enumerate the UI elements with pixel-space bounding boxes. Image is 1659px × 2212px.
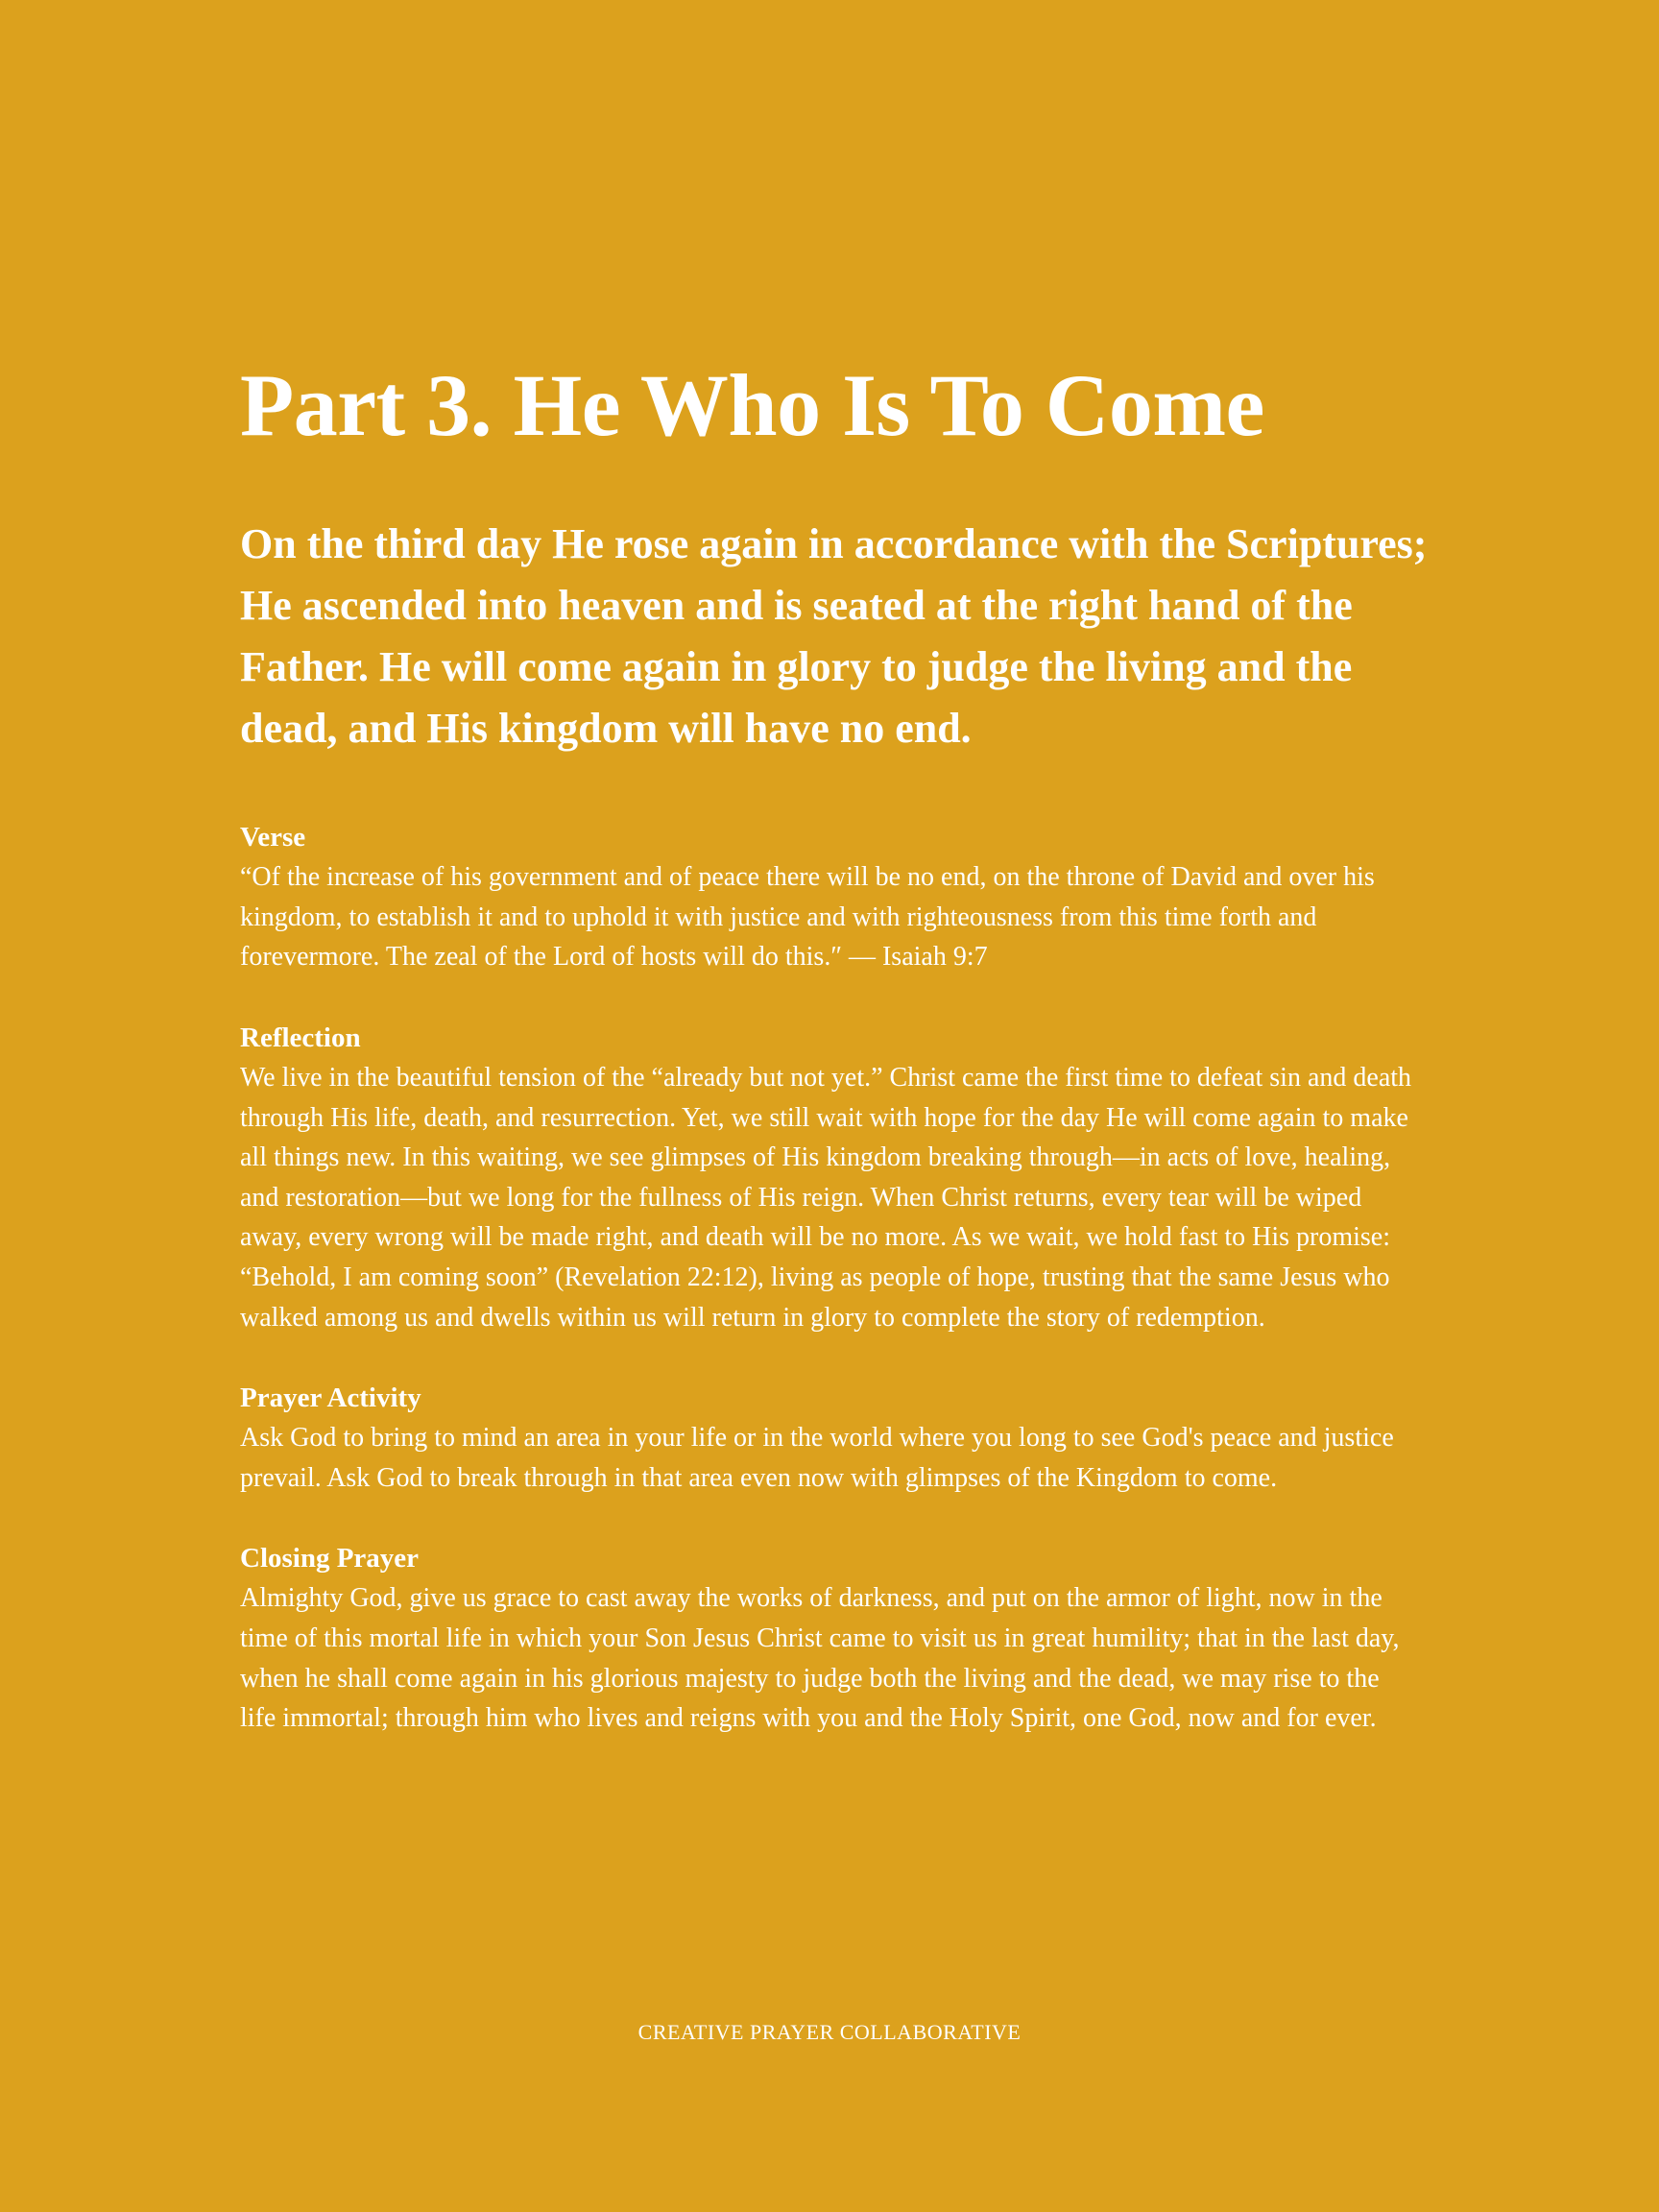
prayer-activity-text: Ask God to bring to mind an area in your life or in the world where you long to see God's peace and justice prevail. Ask God to break through in that area even now with glimpses of the Kingdom to come. — [240, 1423, 1394, 1493]
closing-prayer-text: Almighty God, give us grace to cast away the works of darkness, and put on the armor of light, now in the time of this mortal life in which your Son Jesus Christ came to visit us in great humility; that in the last day, when he shall come again in his glorious majesty to judge both the living and the dead, we may rise to the life immortal; through him who lives and reigns with you and the Holy Spirit, one God, now and for ever. — [240, 1583, 1400, 1734]
verse-section — [240, 817, 1421, 977]
page-title: Part 3. He Who Is To Come — [240, 356, 1264, 454]
closing-prayer-heading: Closing Prayer — [240, 1543, 420, 1575]
closing-prayer-section — [240, 1538, 1421, 1738]
reflection-section — [240, 1018, 1421, 1337]
prayer-activity-section — [240, 1378, 1421, 1498]
page-content — [240, 356, 1428, 1779]
verse-text: “Of the increase of his government and of peace there will be no end, on the throne of David and over his kingdom, to establish it and to uphold it with justice and with righteousness from this time forth and forevermore. The zeal of the Lord of hosts will do this.″ — Isaiah 9:7 — [240, 862, 1375, 973]
reflection-heading: Reflection — [240, 1022, 361, 1053]
reflection-text: We live in the beautiful tension of the “already but not yet.” Christ came the first time to defeat sin and death through His life, death, and resurrection. Yet, we still wait with hope for the day He will come again to make all things new. In this waiting, we see glimpses of His kingdom breaking through—in acts of love, healing, and restoration—but we long for the fullness of His reign. When Christ returns, every tear will be wiped away, every wrong will be made right, and death will be no more. As we wait, we hold fast to His promise: “Behold, I am coming soon” (Revelation 22:12), living as people of hope, trusting that the same Jesus who walked among us and dwells within us will return in glory to complete the story of redemption. — [240, 1062, 1412, 1333]
verse-heading: Verse — [240, 822, 306, 854]
creed-statement: On the third day He rose again in accordance with the Scriptures; He ascended into heaven and is seated at the right hand of the Father. He will come again in glory to judge the living and the dead, and His kingdom will have no end. — [240, 520, 1428, 753]
footer-brand: CREATIVE PRAYER COLLABORATIVE — [637, 2020, 1022, 2044]
prayer-activity-heading: Prayer Activity — [240, 1382, 421, 1414]
